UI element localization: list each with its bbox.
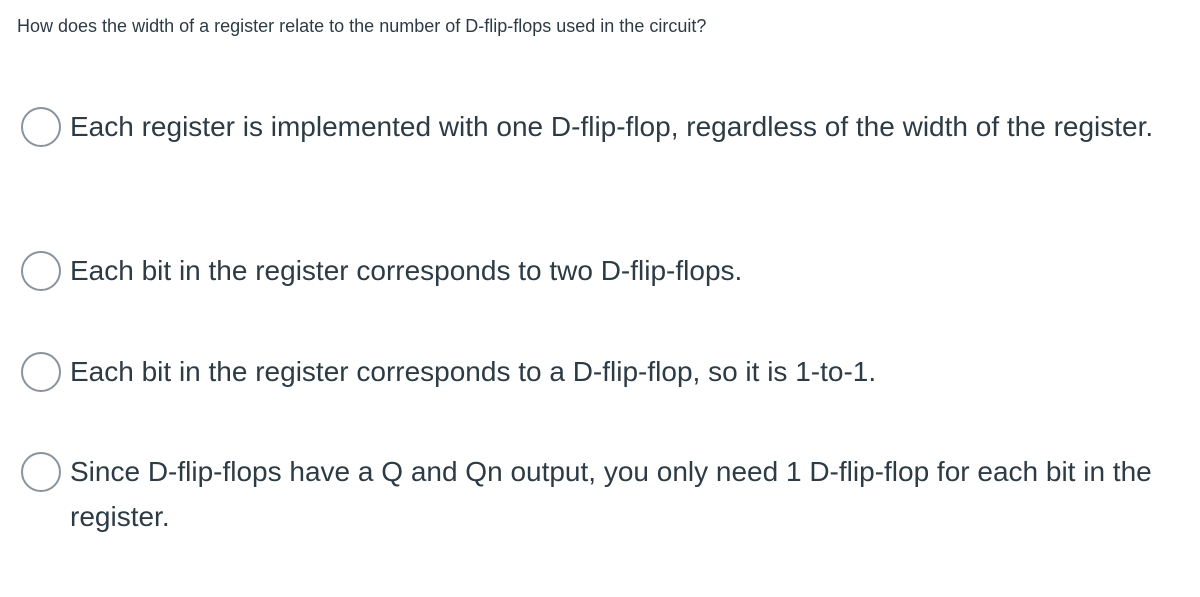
radio-button[interactable] <box>21 452 61 492</box>
answer-option-label: Each bit in the register corresponds to two D-flip-flops. <box>70 255 743 286</box>
answer-option-label: Each bit in the register corresponds to a D-flip-flop, so it is 1-to-1. <box>70 356 877 387</box>
question-text: How does the width of a register relate to the number of D-flip-flops used in the circuit? <box>17 16 707 36</box>
answer-option-4[interactable] <box>21 452 1181 539</box>
radio-button[interactable] <box>21 107 61 147</box>
radio-button[interactable] <box>21 352 61 392</box>
radio-button[interactable] <box>21 251 61 291</box>
answer-option-label: Since D-flip-flops have a Q and Qn output, you only need 1 D-flip-flop for each bit in the register. <box>70 456 1152 532</box>
answer-option-3[interactable] <box>21 352 1181 394</box>
answer-option-2[interactable] <box>21 251 1181 293</box>
answer-option-1[interactable] <box>21 107 1181 149</box>
answer-option-label: Each register is implemented with one D-flip-flop, regardless of the width of the register. <box>70 111 1154 142</box>
